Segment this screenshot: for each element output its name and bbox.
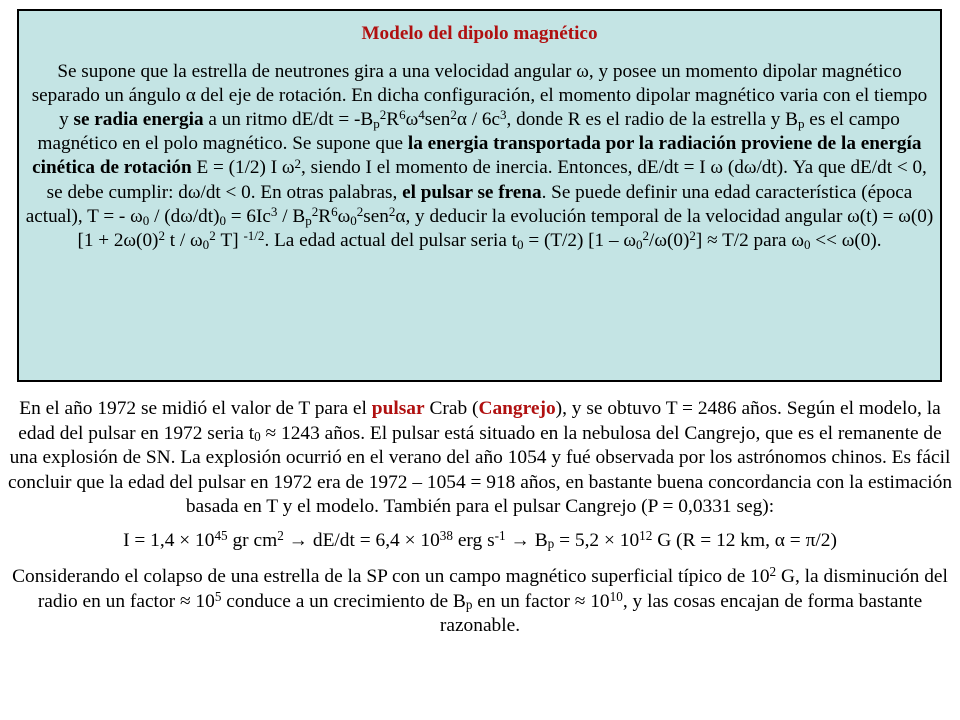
- box-text: Se supone que la estrella de neutrones gira a una velocidad angular ω, y posee un momento dipolar magnético separado un ángulo α del eje de rotación. En dicha configuración, el momento dipolar magnético varia con el tiempo y: [31, 61, 928, 131]
- box-text: R: [386, 109, 400, 131]
- superscript: 2: [356, 203, 364, 219]
- box-text: ω: [405, 109, 419, 131]
- box-bold-text: la energia transportada por la radiación proviene de la energía cinética de rotación: [32, 133, 922, 179]
- paragraph-text: en un factor ≈ 10: [472, 590, 610, 612]
- box-text: / (dω/dt): [149, 205, 220, 227]
- box-text: t / ω: [164, 229, 203, 251]
- superscript: 6: [399, 107, 406, 123]
- superscript: 10: [609, 588, 623, 604]
- crab-pulsar-paragraph: [2, 397, 958, 520]
- highlight-cangrejo: Cangrejo: [478, 398, 556, 419]
- box-text: = 6Ic: [226, 205, 271, 227]
- subscript: p: [547, 536, 555, 552]
- box-text: / B: [277, 205, 306, 227]
- subscript: 0: [202, 236, 210, 252]
- subscript: p: [465, 597, 473, 613]
- superscript: 38: [439, 527, 453, 543]
- subscript: p: [373, 116, 380, 132]
- superscript: 6: [331, 203, 338, 219]
- superscript: 2: [388, 203, 396, 219]
- equation-text: erg s: [452, 529, 495, 551]
- box-text: sen: [424, 109, 451, 131]
- paragraph-text: ≈ 1243 años. El pulsar está situado en la nebulosa del Cangrejo, que es el remanente de una explosión de SN. La explosión ocurrió en el verano del año 1054 y fué observada por los astrónomos chinos. Es fácil concluir que la edad del pulsar en 1972 era de 1972 – 1054 = 918 años, en bastante buena concordancia con la estimación basada en T y el modelo. También para el pulsar Cangrejo (P = 0,0331 seg):: [7, 422, 953, 517]
- paragraph-text: , y las cosas encajan de forma bastante razonable.: [439, 590, 923, 636]
- box-text: α / 6c: [456, 109, 500, 131]
- box-text: E = (1/2) I ω: [191, 157, 295, 179]
- subscript: p: [305, 212, 312, 228]
- box-bold-text: se radia energia: [73, 109, 204, 131]
- box-text: T]: [215, 229, 244, 251]
- superscript: 2: [277, 527, 284, 543]
- superscript: 2: [158, 227, 165, 243]
- box-text: R: [318, 205, 332, 227]
- paragraph-text: Considerando el colapso de una estrella de la SP con un campo magnético superficial típico de 10: [12, 566, 770, 587]
- body-text: [2, 397, 958, 639]
- superscript: 4: [418, 107, 425, 123]
- subscript: 0: [219, 212, 226, 228]
- superscript: 12: [639, 527, 653, 543]
- box-text: ] ≈ T/2 para ω: [695, 229, 804, 251]
- box-bold-text: el pulsar se frena: [402, 181, 542, 203]
- equation-text: → dE/dt = 6,4 × 10: [283, 529, 440, 551]
- equation-text: = 5,2 × 10: [554, 529, 640, 551]
- subscript: 0: [803, 236, 811, 252]
- paragraph-text: En el año 1972 se midió el valor de T para el: [19, 398, 372, 419]
- box-text: sen: [363, 205, 389, 227]
- superscript: 2: [450, 107, 457, 123]
- box-text: . Se puede definir una edad característica (época actual), T = - ω: [25, 181, 913, 227]
- paragraph-text: conduce a un crecimiento de B: [221, 590, 466, 612]
- dipole-model-box: [17, 9, 942, 382]
- subscript: 0: [254, 429, 261, 445]
- equation-text: gr cm: [227, 529, 278, 551]
- box-text: a un ritmo dE/dt = -B: [203, 109, 374, 131]
- box-title: Modelo del dipolo magnético: [361, 23, 598, 44]
- equation-text: G (R = 12 km, α = π/2): [652, 529, 837, 551]
- subscript: 0: [142, 212, 150, 228]
- collapse-paragraph: [2, 565, 958, 639]
- superscript: 2: [379, 107, 387, 123]
- box-text: , donde R es el radio de la estrella y B: [506, 109, 798, 131]
- superscript: -1/2: [243, 227, 265, 243]
- equation-text: → B: [505, 529, 548, 551]
- equation-text: I = 1,4 × 10: [123, 529, 215, 551]
- superscript: 3: [499, 107, 507, 123]
- superscript: -1: [494, 527, 506, 543]
- highlight-pulsar: pulsar: [371, 398, 425, 419]
- box-text: ω: [337, 205, 351, 227]
- superscript: 5: [214, 588, 222, 604]
- superscript: 3: [270, 203, 278, 219]
- paragraph-text: Crab (: [424, 398, 479, 419]
- superscript: 2: [294, 155, 302, 171]
- box-text: << ω(0).: [810, 229, 882, 251]
- paragraph-text: ), y se obtuvo T = 2486 años. Según el modelo, la edad del pulsar en 1972 seria t: [18, 398, 941, 444]
- superscript: 2: [689, 227, 696, 243]
- box-text: = (T/2) [1 – ω: [523, 229, 636, 251]
- subscript: p: [797, 116, 805, 132]
- superscript: 2: [311, 203, 319, 219]
- superscript: 2: [209, 227, 216, 243]
- box-text: α, y deducir la evolución temporal de la velocidad angular ω(t) = ω(0) [1 + 2ω(0): [77, 205, 934, 251]
- subscript: 0: [635, 236, 643, 252]
- paragraph-text: G, la disminución del radio en un factor ≈ 10: [37, 566, 948, 612]
- box-text: , siendo I el momento de inercia. Entonces, dE/dt = I ω (dω/dt). Ya que dE/dt < 0, se debe cumplir: dω/dt < 0. En otras palabras,: [46, 157, 927, 203]
- superscript: 45: [214, 527, 228, 543]
- box-text: . La edad actual del pulsar seria t: [264, 229, 517, 251]
- box-body: [25, 60, 934, 253]
- subscript: 0: [350, 212, 357, 228]
- subscript: 0: [517, 236, 524, 252]
- superscript: 2: [769, 564, 777, 580]
- box-text: /ω(0): [649, 229, 690, 251]
- box-text: es el campo magnético en el polo magnético. Se supone que: [37, 109, 900, 155]
- superscript: 2: [642, 227, 650, 243]
- crab-equation: [2, 529, 958, 554]
